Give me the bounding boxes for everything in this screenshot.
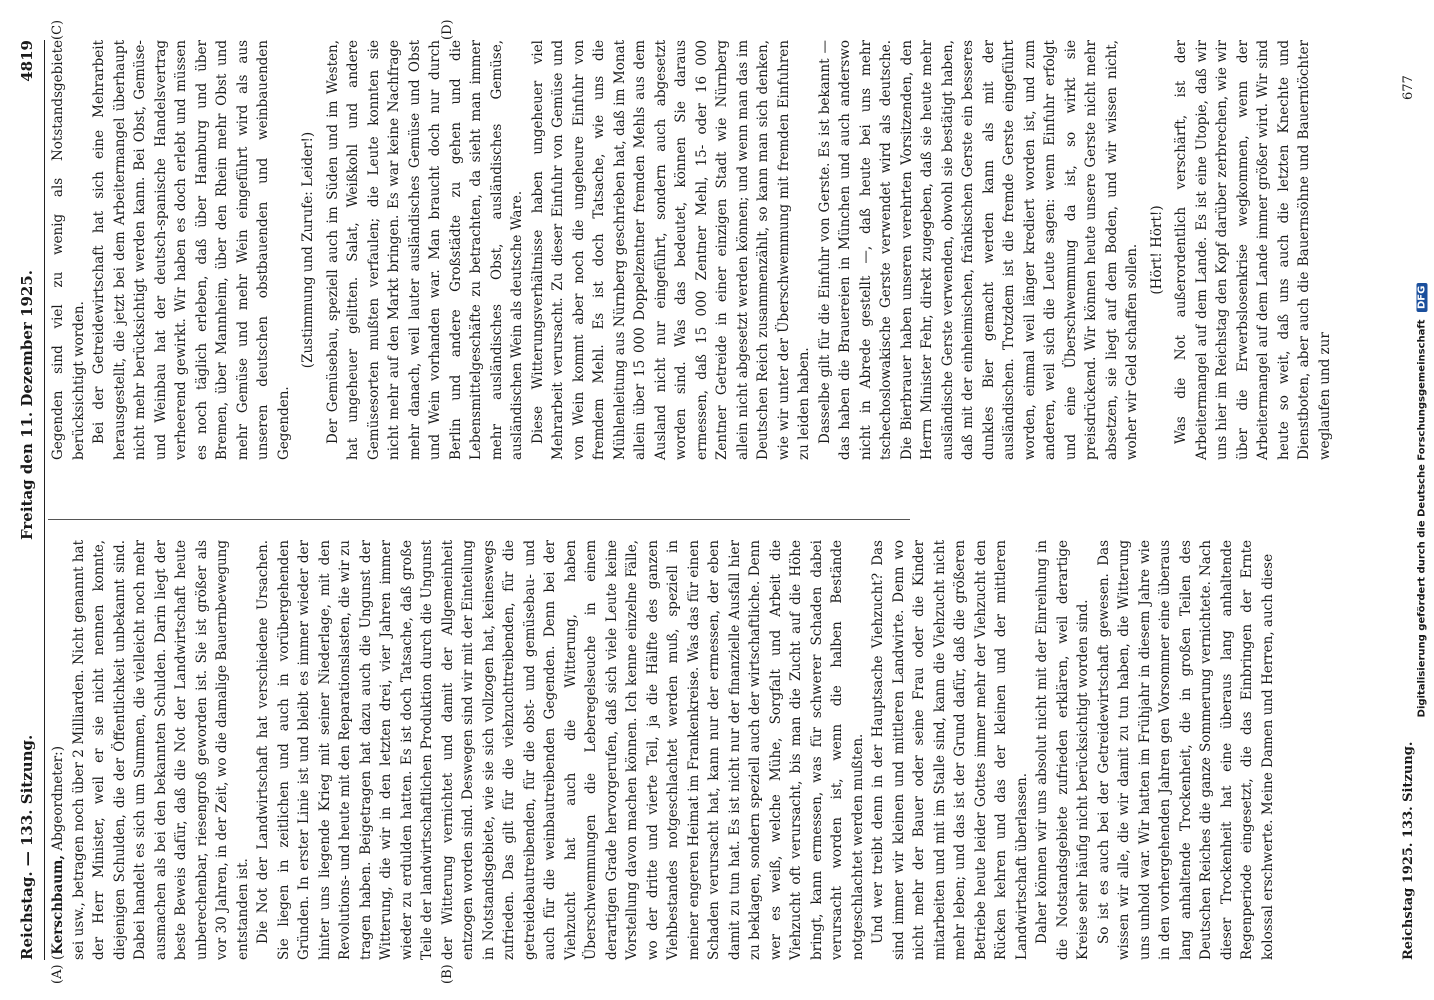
speaker-role: Abgeordneter:: [50, 751, 66, 851]
speaker-line: (Kerschbaum, Abgeordneter:): [50, 746, 66, 960]
paragraph: Bei der Getreidewirtschaft hat sich eine Mehrarbeit herausgestellt, die jetzt bei dem Arbeitermangel überhaupt nicht mehr berücksichtigt werden kann. Bei Obst, Gemüse- und Weinbau hat der deutsch-spanische Handelsvertrag verheerend gewirkt. Wir haben es doch erlebt und müssen es noch täglich erleben, daß über Hamburg und über Bremen, über Mannheim, über den Rhein mehr Obst und mehr Gemüse und mehr Wein eingeführt wird als aus unseren deutschen obstbauenden und weinbauenden Gegenden.: [91, 40, 292, 460]
page-header: [18, 40, 44, 960]
header-right: Freitag den 11. Dezember 1925.: [18, 270, 36, 540]
paragraph: Daher können wir uns absolut nicht mit der Einreihung in die Notstandsgebiete zufrieden erklären, weil derartige Kreise sehr häufig nicht berücksichtigt worden sind.: [1034, 540, 1091, 960]
dfg-funding-note: [1417, 10, 1428, 990]
text-column-left: [48, 540, 1276, 960]
interjection: (Hört! Hört!): [1148, 205, 1165, 295]
header-rule: [44, 40, 45, 960]
margin-marker-c: (C): [50, 19, 65, 40]
paragraph: Dasselbe gilt für die Einfuhr von Gerste. Es ist bekannt — das haben die Brauereien in München und auch anderswo nicht in Abrede gestellt —, daß heute bei uns mehr tschechoslowakische Gerste verwendet wird als deutsche. Die Bierbrauer haben unseren verehrten Vorsitzenden, den Herrn Minister Fehr, direkt zugegeben, daß sie heute mehr ausländische Gerste verwenden, obwohl sie bestätigt haben, daß mit der einheimischen, fränkischen Gerste ein besseres dunkles Bier gemacht werden kann als mit der ausländischen. Trotzdem ist die fremde Gerste eingeführt worden, einmal weil länger krediert worden ist, und zum anderen, weil sich die Leute sagen: wenn Einfuhr erfolgt und eine Überschwemmung da ist, so wirkt sie preisdrückend. Wir können heute unsere Gerste nicht mehr absetzen, sie liegt auf dem Boden, und wir wissen nicht, woher wir Geld schaffen sollen.: [816, 40, 1140, 460]
paragraph: Der Gemüsebau, speziell auch im Süden und im Westen, hat ungeheuer gelitten. Salat, Weißkohl und andere Gemüsesorten mußten verfaulen; die Leute konnten sie nicht mehr auf den Markt bringen. Es war keine Nachfrage mehr danach, weil lauter ausländisches Gemüse und Obst und Wein vorhanden war. Man braucht doch nur durch Berlin und andere Großstädte zu gehen und die Lebensmittelgeschäfte zu betrachten, da sieht man immer mehr ausländisches Obst, ausländisches Gemüse, ausländischen Wein als deutsche Ware.: [324, 40, 525, 460]
page-number: 4819: [18, 40, 36, 82]
paragraph: Die Not der Landwirtschaft hat verschiedene Ursachen. Sie liegen in zeitlichen und auch in vorübergehenden Gründen. In erster Linie ist und bleibt es immer wieder der hinter uns liegende Krieg mit seiner Niederlage, mit den Revolutions- und heute mit den Reparationslasten, die wir zu tragen haben. Beigetragen hat dazu auch die Ungunst der Witterung, die wir in den letzten drei, vier Jahren immer wieder zu erdulden hatten. Es ist doch Tatsache, daß große Teile der landwirtschaftlichen Produktion durch die Ungunst der Witterung vernichtet und damit der Allgemeinheit entzogen worden sind. Deswegen sind wir mit der Einteilung in Notstandsgebiete, wie sie sich vollzogen hat, keineswegs zufrieden. Das gilt für die viehzuchttreibenden, für die getreidebautreibenden, für die obst- und gemüsebau- und auch für die weinbautreibenden Gegenden. Denn bei der Viehzucht hat auch die Witterung, haben Überschwemmungen die Leberegelseuche in einem derartigen Grade hervorgerufen, daß sich viele Leute keine Vorstellung davon machen können. Ich kenne einzelne Fälle, wo der dritte und vierte Teil, ja die Hälfte des ganzen Viehbestandes notgeschlachtet werden muß, speziell in meiner engeren Heimat im Frankenkreise. Was das für einen Schaden verursacht hat, kann nur der ermessen, der eben damit zu tun hat. Es ist nicht nur der finanzielle Ausfall hier zu beklagen, sondern speziell auch der wirtschaftliche. Denn wer es weiß, welche Mühe, Sorgfalt und Arbeit die Viehzucht oft verursacht, bis man die Zucht auf die Höhe bringt, kann ermessen, was für schwerer Schaden dabei verursacht worden ist, wenn die halben Bestände notgeschlachtet werden mußten.: [255, 540, 866, 960]
funding-text: Digitalisierung gefördert durch die Deutsche Forschungsgemeinschaft: [1416, 319, 1428, 718]
paragraph: sei usw., betragen noch über 2 Milliarden. Nicht genannt hat der Herr Minister, weil er sie nicht nennen konnte, diejenigen Schulden, die der Öffentlichkeit unbekannt sind. Dabei handelt es sich um Summen, die vielleicht noch mehr ausmachen als bei den bekannten Schulden. Darin liegt der beste Beweis dafür, daß die Not der Landwirtschaft heute unberechenbar, riesengroß geworden ist. Sie ist größer als vor 30 Jahren, in der Zeit, wo die damalige Bauernbewegung entstanden ist.: [70, 540, 251, 960]
paragraph: Was die Not außerordentlich verschärft, ist der Arbeitermangel auf dem Lande. Es ist eine Utopie, daß wir uns hier im Reichstag den Kopf darüber zerbrechen, wie wir über die Erwerbslosenkrise wegkommen, wenn der Arbeitermangel auf dem Lande immer größer wird. Wir sind heute so weit, daß uns auch die letzten Knechte und Dienstboten, aber auch die Bauernsöhne und Bauerntöchter weglaufen und zur: [1173, 40, 1333, 460]
dfg-logo: DFG: [1417, 283, 1428, 312]
text-column-right: [48, 40, 1333, 460]
footer-left: Reichstag 1925. 133. Sitzung.: [1401, 741, 1416, 960]
margin-marker-b: (B): [440, 964, 455, 984]
column-divider: [48, 519, 910, 520]
paragraph: So ist es auch bei der Getreidewirtschaft gewesen. Das wissen wir alle, die wir damit zu tun haben, die Witterung uns unhold war. Wir hatten im Frühjahr in diesem Jahre wie in den vorhergehenden Jahren gen Vorsommer eine überaus lang anhaltende Trockenheit, die in großen Teilen des Deutschen Reiches die ganze Sommerung vernichtete. Nach dieser Trockenheit hat eine überaus lang anhaltende Regenperiode eingesetzt, die das Einbringen der Ernte kolossal erschwerte. Meine Damen und Herren, auch diese: [1095, 540, 1276, 960]
margin-marker-d: (D): [440, 19, 455, 40]
interjection: (Zustimmung und Zurufe: Leider!): [300, 131, 316, 369]
paragraph: Diese Witterungsverhältnisse haben ungeheuer viel Mehrarbeit verursacht. Zu dieser Einfuhr von Gemüse und von Wein kommt aber noch die ungeheure Einfuhr von fremdem Mehl. Es ist doch Tatsache, wie uns die Mühlenleitung aus Nürnberg geschrieben hat, daß im Monat allein über 15 000 Doppelzentner fremden Mehls aus dem Ausland nicht nur eingeführt, sondern auch abgesetzt worden sind. Was das bedeutet, können Sie daraus ermessen, daß 15 000 Zentner Mehl, 15- oder 16 000 Zentner Getreide in einer einzigen Stadt wie Nürnberg allein nicht abgesetzt werden können; und wenn man das im Deutschen Reich zusammenzählt, so kann man sich denken, wie wir unter der Überschwemmung mit fremden Einfuhren zu leiden haben.: [529, 40, 812, 460]
header-left: Reichstag. — 133. Sitzung.: [18, 734, 36, 960]
footer-page-code: 677: [1401, 75, 1416, 100]
paragraph: Gegenden sind viel zu wenig als Notstandsgebiete berücksichtigt worden.: [50, 40, 87, 460]
paragraph: Und wer treibt denn in der Hauptsache Viehzucht? Das sind immer wir kleinen und mittleren Landwirte. Denn wo nicht mehr der Bauer oder seine Frau oder die Kinder mitarbeiten und mit im Stalle sind, kann die Viehzucht nicht mehr leben; und das ist der Grund dafür, daß die größeren Betriebe heute leider Gottes immer mehr der Viehzucht den Rücken kehren und das der kleinen und der mittleren Landwirtschaft überlassen.: [870, 540, 1030, 960]
margin-marker-a: (A): [50, 964, 65, 984]
speaker-name: Kerschbaum,: [50, 854, 66, 955]
